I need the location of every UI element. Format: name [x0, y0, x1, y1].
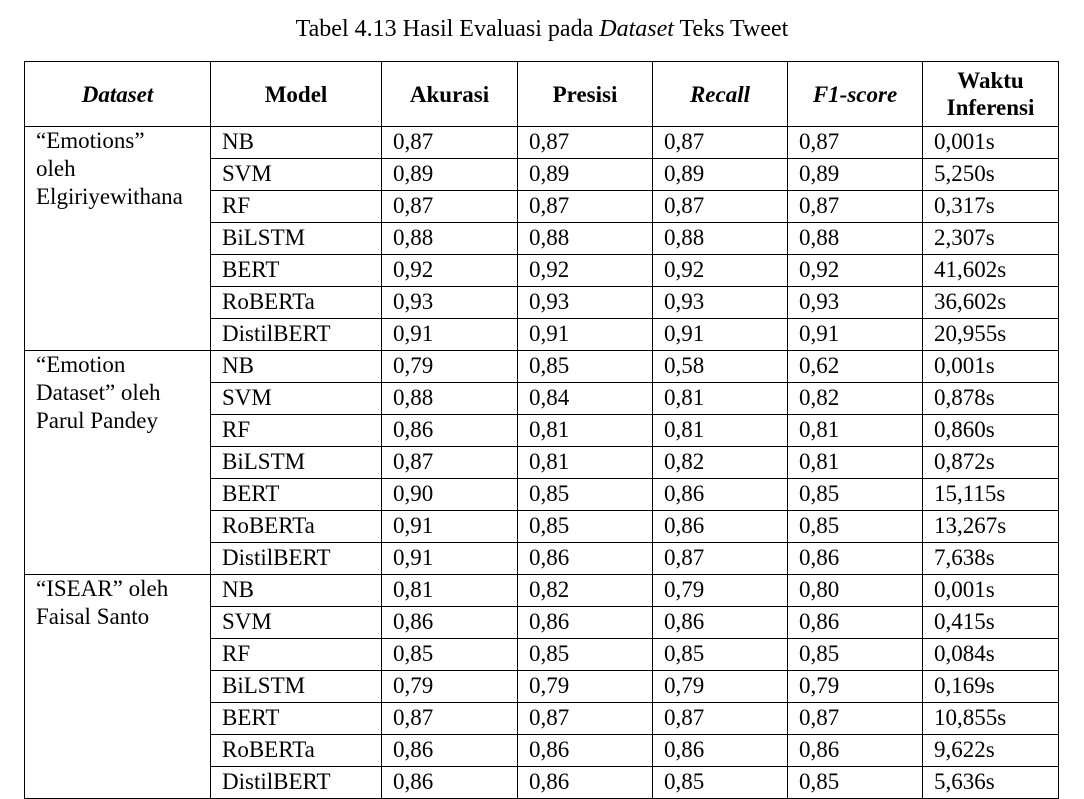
presisi-cell: 0,79	[518, 671, 653, 703]
recall-cell: 0,86	[653, 607, 788, 639]
f1-cell: 0,86	[788, 543, 923, 575]
f1-cell: 0,88	[788, 223, 923, 255]
akurasi-cell: 0,86	[382, 415, 518, 447]
recall-cell: 0,88	[653, 223, 788, 255]
dataset-name-line: Dataset” oleh	[36, 380, 161, 405]
header-presisi: Presisi	[518, 62, 653, 127]
recall-cell: 0,86	[653, 479, 788, 511]
presisi-cell: 0,86	[518, 735, 653, 767]
caption-suffix: Teks Tweet	[673, 16, 789, 42]
model-cell: BiLSTM	[211, 671, 382, 703]
f1-cell: 0,80	[788, 575, 923, 607]
akurasi-cell: 0,86	[382, 735, 518, 767]
model-cell: BiLSTM	[211, 223, 382, 255]
model-cell: BiLSTM	[211, 447, 382, 479]
recall-cell: 0,87	[653, 543, 788, 575]
presisi-cell: 0,87	[518, 703, 653, 735]
waktu-cell: 0,878s	[923, 383, 1059, 415]
recall-cell: 0,87	[653, 127, 788, 159]
model-cell: NB	[211, 575, 382, 607]
waktu-cell: 7,638s	[923, 543, 1059, 575]
recall-cell: 0,81	[653, 415, 788, 447]
waktu-cell: 0,415s	[923, 607, 1059, 639]
waktu-cell: 0,001s	[923, 575, 1059, 607]
f1-cell: 0,91	[788, 319, 923, 351]
waktu-cell: 20,955s	[923, 319, 1059, 351]
presisi-cell: 0,82	[518, 575, 653, 607]
table-row	[25, 351, 1059, 383]
akurasi-cell: 0,90	[382, 479, 518, 511]
recall-cell: 0,79	[653, 671, 788, 703]
waktu-cell: 0,860s	[923, 415, 1059, 447]
results-table	[24, 61, 1059, 799]
model-cell: NB	[211, 351, 382, 383]
recall-cell: 0,85	[653, 639, 788, 671]
f1-cell: 0,92	[788, 255, 923, 287]
table-body	[25, 127, 1059, 799]
model-cell: BERT	[211, 255, 382, 287]
recall-cell: 0,91	[653, 319, 788, 351]
akurasi-cell: 0,86	[382, 607, 518, 639]
f1-cell: 0,85	[788, 639, 923, 671]
model-cell: RF	[211, 191, 382, 223]
recall-cell: 0,87	[653, 191, 788, 223]
waktu-cell: 0,169s	[923, 671, 1059, 703]
recall-cell: 0,86	[653, 735, 788, 767]
akurasi-cell: 0,87	[382, 447, 518, 479]
presisi-cell: 0,85	[518, 351, 653, 383]
model-cell: RF	[211, 639, 382, 671]
caption-italic: Dataset	[599, 16, 674, 42]
model-cell: BERT	[211, 479, 382, 511]
header-f1-score: F1-score	[788, 62, 923, 127]
model-cell: RoBERTa	[211, 287, 382, 319]
f1-cell: 0,86	[788, 607, 923, 639]
model-cell: SVM	[211, 607, 382, 639]
table-header	[25, 62, 1059, 127]
header-akurasi: Akurasi	[382, 62, 518, 127]
dataset-name-line: “ISEAR” oleh	[36, 576, 169, 601]
presisi-cell: 0,81	[518, 447, 653, 479]
presisi-cell: 0,89	[518, 159, 653, 191]
akurasi-cell: 0,79	[382, 351, 518, 383]
presisi-cell: 0,85	[518, 479, 653, 511]
akurasi-cell: 0,91	[382, 543, 518, 575]
waktu-cell: 13,267s	[923, 511, 1059, 543]
f1-cell: 0,87	[788, 703, 923, 735]
presisi-cell: 0,87	[518, 127, 653, 159]
recall-cell: 0,93	[653, 287, 788, 319]
presisi-cell: 0,92	[518, 255, 653, 287]
akurasi-cell: 0,88	[382, 383, 518, 415]
presisi-cell: 0,85	[518, 639, 653, 671]
recall-cell: 0,92	[653, 255, 788, 287]
dataset-name-line: “Emotion	[36, 352, 126, 377]
waktu-cell: 10,855s	[923, 703, 1059, 735]
dataset-cell	[25, 127, 211, 351]
akurasi-cell: 0,87	[382, 191, 518, 223]
waktu-cell: 9,622s	[923, 735, 1059, 767]
table-row	[25, 127, 1059, 159]
recall-cell: 0,82	[653, 447, 788, 479]
dataset-name-line: Elgiriyewithana	[36, 184, 183, 209]
header-waktu-line2: Inferensi	[946, 95, 1035, 120]
recall-cell: 0,89	[653, 159, 788, 191]
model-cell: RoBERTa	[211, 511, 382, 543]
akurasi-cell: 0,91	[382, 319, 518, 351]
header-dataset: Dataset	[25, 62, 211, 127]
header-model: Model	[211, 62, 382, 127]
f1-cell: 0,81	[788, 447, 923, 479]
akurasi-cell: 0,87	[382, 127, 518, 159]
model-cell: SVM	[211, 383, 382, 415]
presisi-cell: 0,86	[518, 543, 653, 575]
recall-cell: 0,58	[653, 351, 788, 383]
recall-cell: 0,81	[653, 383, 788, 415]
waktu-cell: 0,084s	[923, 639, 1059, 671]
f1-cell: 0,93	[788, 287, 923, 319]
recall-cell: 0,85	[653, 767, 788, 799]
model-cell: NB	[211, 127, 382, 159]
f1-cell: 0,85	[788, 511, 923, 543]
f1-cell: 0,87	[788, 191, 923, 223]
model-cell: DistilBERT	[211, 319, 382, 351]
waktu-cell: 5,250s	[923, 159, 1059, 191]
waktu-cell: 5,636s	[923, 767, 1059, 799]
akurasi-cell: 0,86	[382, 767, 518, 799]
f1-cell: 0,86	[788, 735, 923, 767]
presisi-cell: 0,85	[518, 511, 653, 543]
presisi-cell: 0,81	[518, 415, 653, 447]
header-waktu-inferensi	[923, 62, 1059, 127]
waktu-cell: 2,307s	[923, 223, 1059, 255]
akurasi-cell: 0,81	[382, 575, 518, 607]
waktu-cell: 41,602s	[923, 255, 1059, 287]
f1-cell: 0,62	[788, 351, 923, 383]
akurasi-cell: 0,92	[382, 255, 518, 287]
f1-cell: 0,82	[788, 383, 923, 415]
header-recall: Recall	[653, 62, 788, 127]
model-cell: BERT	[211, 703, 382, 735]
presisi-cell: 0,84	[518, 383, 653, 415]
akurasi-cell: 0,88	[382, 223, 518, 255]
recall-cell: 0,87	[653, 703, 788, 735]
presisi-cell: 0,87	[518, 191, 653, 223]
model-cell: DistilBERT	[211, 543, 382, 575]
table-row	[25, 575, 1059, 607]
presisi-cell: 0,93	[518, 287, 653, 319]
recall-cell: 0,86	[653, 511, 788, 543]
presisi-cell: 0,86	[518, 607, 653, 639]
f1-cell: 0,85	[788, 479, 923, 511]
dataset-name-line: Faisal Santo	[36, 604, 150, 629]
waktu-cell: 0,001s	[923, 351, 1059, 383]
dataset-name-line: “Emotions”	[36, 128, 145, 153]
dataset-name-line: oleh	[36, 156, 76, 181]
table-caption	[0, 14, 1084, 44]
akurasi-cell: 0,91	[382, 511, 518, 543]
waktu-cell: 15,115s	[923, 479, 1059, 511]
recall-cell: 0,79	[653, 575, 788, 607]
akurasi-cell: 0,89	[382, 159, 518, 191]
waktu-cell: 0,317s	[923, 191, 1059, 223]
presisi-cell: 0,91	[518, 319, 653, 351]
header-waktu-line1: Waktu	[957, 68, 1024, 93]
caption-prefix: Tabel 4.13 Hasil Evaluasi pada	[295, 16, 600, 42]
dataset-cell	[25, 351, 211, 575]
presisi-cell: 0,86	[518, 767, 653, 799]
model-cell: DistilBERT	[211, 767, 382, 799]
akurasi-cell: 0,79	[382, 671, 518, 703]
akurasi-cell: 0,93	[382, 287, 518, 319]
f1-cell: 0,81	[788, 415, 923, 447]
akurasi-cell: 0,85	[382, 639, 518, 671]
f1-cell: 0,79	[788, 671, 923, 703]
waktu-cell: 0,001s	[923, 127, 1059, 159]
model-cell: SVM	[211, 159, 382, 191]
waktu-cell: 36,602s	[923, 287, 1059, 319]
waktu-cell: 0,872s	[923, 447, 1059, 479]
header-row	[25, 62, 1059, 127]
dataset-cell	[25, 575, 211, 799]
dataset-name-line: Parul Pandey	[36, 408, 159, 433]
akurasi-cell: 0,87	[382, 703, 518, 735]
model-cell: RoBERTa	[211, 735, 382, 767]
f1-cell: 0,85	[788, 767, 923, 799]
presisi-cell: 0,88	[518, 223, 653, 255]
f1-cell: 0,89	[788, 159, 923, 191]
f1-cell: 0,87	[788, 127, 923, 159]
model-cell: RF	[211, 415, 382, 447]
